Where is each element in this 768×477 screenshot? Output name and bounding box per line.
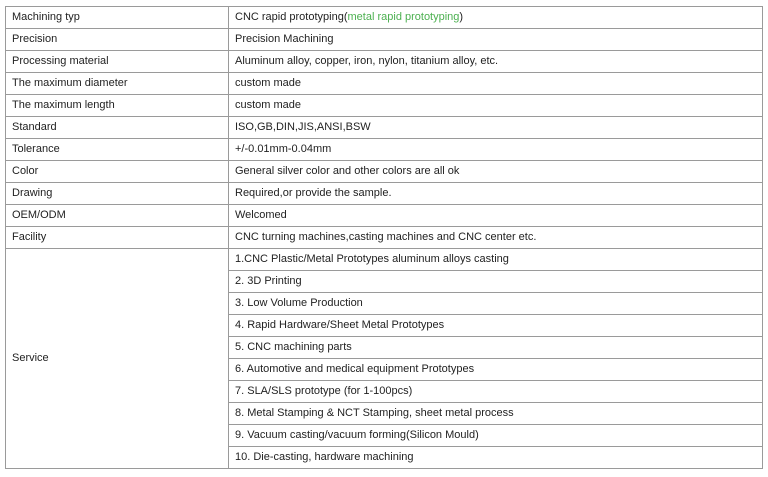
spec-label: Machining typ xyxy=(6,7,229,29)
spec-label: Precision xyxy=(6,29,229,51)
spec-value: CNC rapid prototyping(metal rapid prototyping) xyxy=(229,7,763,29)
spec-value: custom made xyxy=(229,95,763,117)
service-item: 6. Automotive and medical equipment Prototypes xyxy=(229,359,763,381)
service-item: 9. Vacuum casting/vacuum forming(Silicon Mould) xyxy=(229,425,763,447)
spec-label: Facility xyxy=(6,227,229,249)
spec-label: Drawing xyxy=(6,183,229,205)
table-row xyxy=(6,183,763,205)
service-item: 4. Rapid Hardware/Sheet Metal Prototypes xyxy=(229,315,763,337)
spec-value: ISO,GB,DIN,JIS,ANSI,BSW xyxy=(229,117,763,139)
service-label: Service xyxy=(6,249,229,469)
table-row xyxy=(6,117,763,139)
table-row xyxy=(6,161,763,183)
spec-label: OEM/ODM xyxy=(6,205,229,227)
metal-rapid-prototyping-link[interactable]: metal rapid prototyping xyxy=(347,11,460,23)
spec-table xyxy=(5,6,763,469)
spec-value: Precision Machining xyxy=(229,29,763,51)
spec-label: Processing material xyxy=(6,51,229,73)
spec-value: custom made xyxy=(229,73,763,95)
spec-label: Standard xyxy=(6,117,229,139)
spec-label: Tolerance xyxy=(6,139,229,161)
spec-value: Required,or provide the sample. xyxy=(229,183,763,205)
service-item: 8. Metal Stamping & NCT Stamping, sheet metal process xyxy=(229,403,763,425)
spec-label: The maximum diameter xyxy=(6,73,229,95)
spec-label: Color xyxy=(6,161,229,183)
spec-value: Welcomed xyxy=(229,205,763,227)
table-row xyxy=(6,73,763,95)
spec-value-suffix: ) xyxy=(459,11,464,23)
spec-label: The maximum length xyxy=(6,95,229,117)
spec-value-text: CNC rapid prototyping xyxy=(235,11,344,23)
service-item: 5. CNC machining parts xyxy=(229,337,763,359)
table-row xyxy=(6,227,763,249)
service-item: 7. SLA/SLS prototype (for 1-100pcs) xyxy=(229,381,763,403)
table-row xyxy=(6,51,763,73)
table-row xyxy=(6,7,763,29)
service-item: 1.CNC Plastic/Metal Prototypes aluminum alloys casting xyxy=(229,249,763,271)
table-row xyxy=(6,29,763,51)
spec-value: +/-0.01mm-0.04mm xyxy=(229,139,763,161)
table-row xyxy=(6,249,763,271)
table-row xyxy=(6,139,763,161)
spec-value: General silver color and other colors are all ok xyxy=(229,161,763,183)
table-row xyxy=(6,95,763,117)
service-item: 3. Low Volume Production xyxy=(229,293,763,315)
service-item: 2. 3D Printing xyxy=(229,271,763,293)
table-row xyxy=(6,205,763,227)
spec-value: Aluminum alloy, copper, iron, nylon, titanium alloy, etc. xyxy=(229,51,763,73)
service-item: 10. Die-casting, hardware machining xyxy=(229,447,763,469)
spec-value: CNC turning machines,casting machines and CNC center etc. xyxy=(229,227,763,249)
